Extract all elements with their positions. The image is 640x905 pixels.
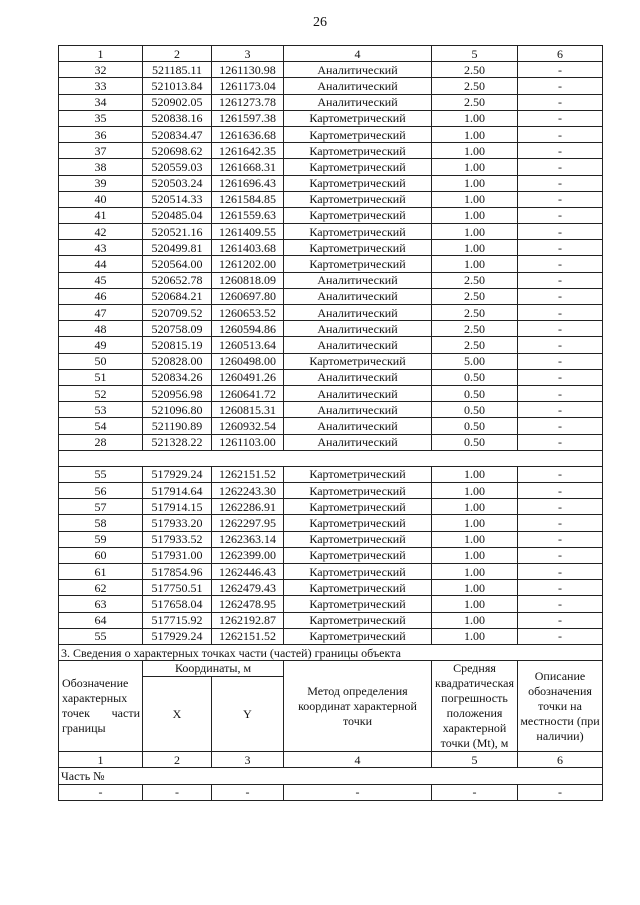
table-cell: Картометрический [284, 531, 432, 547]
table-cell: 1262151.52 [212, 466, 284, 482]
table-cell: 520514.33 [143, 191, 212, 207]
section-3-title: 3. Сведения о характерных точках части (частей) границы объекта [59, 644, 603, 660]
table-row [59, 288, 603, 304]
table-row [59, 321, 603, 337]
table-cell: Аналитический [284, 62, 432, 78]
table-cell: 1.00 [432, 580, 518, 596]
table-cell: Аналитический [284, 337, 432, 353]
table-cell: 1260491.26 [212, 369, 284, 385]
table-cell: Картометрический [284, 159, 432, 175]
table-cell: Аналитический [284, 305, 432, 321]
table-cell: 517933.52 [143, 531, 212, 547]
table-cell: Картометрический [284, 596, 432, 612]
table-cell: - [518, 305, 603, 321]
table-cell: - [518, 126, 603, 142]
table-cell: 520652.78 [143, 272, 212, 288]
column-number: 2 [143, 752, 212, 768]
table-cell: 1.00 [432, 159, 518, 175]
table-cell: 0.50 [432, 385, 518, 401]
table-cell: 35 [59, 110, 143, 126]
table-row [59, 628, 603, 644]
table-cell: Аналитический [284, 321, 432, 337]
table-row [59, 337, 603, 353]
table-cell: Картометрический [284, 175, 432, 191]
table-cell: 1262297.95 [212, 515, 284, 531]
table-cell: 1.00 [432, 224, 518, 240]
table-cell: 1260932.54 [212, 418, 284, 434]
table-cell: 57 [59, 499, 143, 515]
table-cell: 520564.00 [143, 256, 212, 272]
table-cell: 517931.00 [143, 547, 212, 563]
table-cell: 1.00 [432, 547, 518, 563]
part-number-row [59, 768, 603, 784]
table-cell: 1261409.55 [212, 224, 284, 240]
table-cell: 1.00 [432, 483, 518, 499]
table-cell: Картометрический [284, 256, 432, 272]
table-cell: 2.50 [432, 62, 518, 78]
table-row [59, 418, 603, 434]
table-cell: 1260594.86 [212, 321, 284, 337]
table-cell: - [518, 434, 603, 450]
table-cell: 517914.15 [143, 499, 212, 515]
table-row [59, 191, 603, 207]
table-row [59, 305, 603, 321]
table-cell: - [518, 612, 603, 628]
table-row [59, 78, 603, 94]
table-cell: 0.50 [432, 369, 518, 385]
table-row [59, 402, 603, 418]
table-row [59, 483, 603, 499]
table-cell: Картометрический [284, 515, 432, 531]
table-cell: 63 [59, 596, 143, 612]
table-cell: 1260818.09 [212, 272, 284, 288]
header-method: Метод определения координат характерной точки [284, 661, 432, 752]
table-cell: Картометрический [284, 612, 432, 628]
table-cell: 34 [59, 94, 143, 110]
table-cell: Картометрический [284, 224, 432, 240]
table-cell: 46 [59, 288, 143, 304]
table-cell: 41 [59, 207, 143, 223]
table-cell: 1262243.30 [212, 483, 284, 499]
table-cell: 1262479.43 [212, 580, 284, 596]
table-cell: 0.50 [432, 402, 518, 418]
table-cell: 517750.51 [143, 580, 212, 596]
table-cell: - [143, 784, 212, 800]
table-cell: 1.00 [432, 628, 518, 644]
table-cell: 55 [59, 628, 143, 644]
column-number: 5 [432, 752, 518, 768]
table-cell: 521190.89 [143, 418, 212, 434]
table-cell: 45 [59, 272, 143, 288]
table-cell: 59 [59, 531, 143, 547]
table-cell: Картометрический [284, 191, 432, 207]
table-cell: 517658.04 [143, 596, 212, 612]
table-cell: - [518, 78, 603, 94]
table-cell: - [432, 784, 518, 800]
table-row [59, 612, 603, 628]
page-number: 26 [313, 15, 327, 30]
table-cell: 520758.09 [143, 321, 212, 337]
table-cell: Картометрический [284, 499, 432, 515]
table-cell: 2.50 [432, 272, 518, 288]
table-cell: 40 [59, 191, 143, 207]
table-cell: 1260498.00 [212, 353, 284, 369]
table-cell: - [518, 531, 603, 547]
table-row [59, 547, 603, 563]
table-cell: - [518, 321, 603, 337]
table-cell: 1.00 [432, 612, 518, 628]
table-cell: - [284, 784, 432, 800]
table-cell: 1.00 [432, 596, 518, 612]
table-cell: 1261173.04 [212, 78, 284, 94]
table-cell: 1261103.00 [212, 434, 284, 450]
table-cell: 1.00 [432, 143, 518, 159]
table-cell: 520902.05 [143, 94, 212, 110]
table-cell: 36 [59, 126, 143, 142]
table-cell: 2.50 [432, 305, 518, 321]
table-row [59, 499, 603, 515]
table-cell: - [518, 402, 603, 418]
table-cell: 1.00 [432, 256, 518, 272]
table-cell: Аналитический [284, 94, 432, 110]
table-cell: - [518, 369, 603, 385]
table-row [59, 564, 603, 580]
table-cell: Картометрический [284, 143, 432, 159]
column-number: 3 [212, 46, 284, 62]
column-number: 6 [518, 752, 603, 768]
table-row [59, 385, 603, 401]
column-number: 5 [432, 46, 518, 62]
table-cell: 1.00 [432, 499, 518, 515]
table-row [59, 272, 603, 288]
table-cell: - [59, 784, 143, 800]
table-cell: 520559.03 [143, 159, 212, 175]
column-number-row [59, 46, 603, 62]
table-cell: 0.50 [432, 418, 518, 434]
table-cell: 520521.16 [143, 224, 212, 240]
table-cell: Картометрический [284, 126, 432, 142]
table-cell: Аналитический [284, 434, 432, 450]
table-cell: 44 [59, 256, 143, 272]
table-cell: 42 [59, 224, 143, 240]
part-number-label: Часть № [59, 768, 603, 784]
table-cell: 1.00 [432, 466, 518, 482]
table-cell: 520499.81 [143, 240, 212, 256]
table-cell: 5.00 [432, 353, 518, 369]
table-cell: 1.00 [432, 564, 518, 580]
table-cell: 517914.64 [143, 483, 212, 499]
table-cell: 1261559.63 [212, 207, 284, 223]
table-cell: 520503.24 [143, 175, 212, 191]
table-cell: - [518, 94, 603, 110]
empty-cell [59, 450, 603, 466]
table-cell: 521013.84 [143, 78, 212, 94]
table-cell: - [518, 564, 603, 580]
table-row [59, 353, 603, 369]
table-cell: 1261273.78 [212, 94, 284, 110]
table-cell: - [518, 515, 603, 531]
table-cell: 2.50 [432, 321, 518, 337]
table-cell: - [518, 596, 603, 612]
table-cell: 520956.98 [143, 385, 212, 401]
table-row [59, 434, 603, 450]
table-cell: 51 [59, 369, 143, 385]
table-cell: 517715.92 [143, 612, 212, 628]
table-cell: 1261584.85 [212, 191, 284, 207]
table-row [59, 62, 603, 78]
column-number: 3 [212, 752, 284, 768]
table-cell: 39 [59, 175, 143, 191]
table-cell: 1.00 [432, 110, 518, 126]
table-cell: 48 [59, 321, 143, 337]
table-cell: - [518, 628, 603, 644]
table-cell: - [518, 580, 603, 596]
table-cell: 28 [59, 434, 143, 450]
table-row [59, 596, 603, 612]
column-number: 1 [59, 752, 143, 768]
table-cell: 1261668.31 [212, 159, 284, 175]
table-cell: 1.00 [432, 126, 518, 142]
table-cell: 54 [59, 418, 143, 434]
table-cell: - [518, 256, 603, 272]
table-cell: 55 [59, 466, 143, 482]
table-cell: 517933.20 [143, 515, 212, 531]
table-cell: Аналитический [284, 402, 432, 418]
table-cell: 1261130.98 [212, 62, 284, 78]
table-cell: 38 [59, 159, 143, 175]
table-cell: Картометрический [284, 466, 432, 482]
table-cell: 1.00 [432, 531, 518, 547]
table-cell: Картометрический [284, 628, 432, 644]
table-cell: 1.00 [432, 515, 518, 531]
table-cell: 1.00 [432, 240, 518, 256]
table-cell: - [518, 62, 603, 78]
table-row [59, 256, 603, 272]
table-row [59, 175, 603, 191]
table-cell: 520828.00 [143, 353, 212, 369]
table-cell: 520684.21 [143, 288, 212, 304]
table-cell: 1261597.38 [212, 110, 284, 126]
table-cell: 61 [59, 564, 143, 580]
table-cell: 2.50 [432, 337, 518, 353]
table-cell: 47 [59, 305, 143, 321]
table-cell: - [518, 272, 603, 288]
table-cell: - [518, 191, 603, 207]
table-row [59, 207, 603, 223]
section-3-title-row [59, 644, 603, 660]
table-cell: 2.50 [432, 78, 518, 94]
table-cell: - [518, 224, 603, 240]
table-cell: 1262478.95 [212, 596, 284, 612]
table-cell: 53 [59, 402, 143, 418]
table-cell: - [518, 240, 603, 256]
table-cell: 64 [59, 612, 143, 628]
table-cell: 1262286.91 [212, 499, 284, 515]
table-cell: 1260697.80 [212, 288, 284, 304]
table-cell: 2.50 [432, 94, 518, 110]
table-cell: - [518, 110, 603, 126]
table-cell: 0.50 [432, 434, 518, 450]
table-cell: 1261642.35 [212, 143, 284, 159]
table-cell: 52 [59, 385, 143, 401]
section-3-empty-row [59, 784, 603, 800]
column-number: 6 [518, 46, 603, 62]
header-coordinates: Координаты, м [143, 661, 284, 677]
table-cell: - [518, 483, 603, 499]
table-row [59, 531, 603, 547]
table-cell: 517854.96 [143, 564, 212, 580]
table-cell: 1262399.00 [212, 547, 284, 563]
header-x: X [143, 677, 212, 752]
table-row [59, 240, 603, 256]
table-cell: 520834.26 [143, 369, 212, 385]
table-cell: 1261696.43 [212, 175, 284, 191]
table-cell: 1260653.52 [212, 305, 284, 321]
table-cell: - [518, 466, 603, 482]
table-cell: Картометрический [284, 207, 432, 223]
table-cell: 520815.19 [143, 337, 212, 353]
header-description: Описание обозначения точки на местности (при наличии) [518, 661, 603, 752]
table-cell: 1261202.00 [212, 256, 284, 272]
header-y: Y [212, 677, 284, 752]
table-cell: 33 [59, 78, 143, 94]
table-cell: Картометрический [284, 564, 432, 580]
table-cell: - [518, 418, 603, 434]
table-cell: 2.50 [432, 288, 518, 304]
table-cell: 32 [59, 62, 143, 78]
table-cell: 520709.52 [143, 305, 212, 321]
table-cell: 1262363.14 [212, 531, 284, 547]
table-cell: 1260513.64 [212, 337, 284, 353]
table-cell: - [518, 143, 603, 159]
table-cell: Аналитический [284, 288, 432, 304]
table-cell: Аналитический [284, 385, 432, 401]
column-number: 2 [143, 46, 212, 62]
column-number: 4 [284, 752, 432, 768]
table-cell: 1261636.68 [212, 126, 284, 142]
table-cell: 521185.11 [143, 62, 212, 78]
table-cell: - [518, 547, 603, 563]
table-cell: 521328.22 [143, 434, 212, 450]
table-row [59, 580, 603, 596]
table-cell: 520838.16 [143, 110, 212, 126]
table-cell: - [518, 159, 603, 175]
table-cell: 49 [59, 337, 143, 353]
table-cell: 521096.80 [143, 402, 212, 418]
table-cell: Картометрический [284, 353, 432, 369]
table-row [59, 224, 603, 240]
section-3-header-row-1 [59, 661, 603, 677]
table-cell: 1262151.52 [212, 628, 284, 644]
section-3-column-number-row [59, 752, 603, 768]
column-number: 1 [59, 46, 143, 62]
table-cell: Картометрический [284, 483, 432, 499]
table-cell: 62 [59, 580, 143, 596]
table-cell: Картометрический [284, 110, 432, 126]
table-cell: Картометрический [284, 240, 432, 256]
table-cell: Аналитический [284, 272, 432, 288]
table-cell: 1.00 [432, 175, 518, 191]
table-cell: 37 [59, 143, 143, 159]
table-cell: - [518, 288, 603, 304]
table-cell: - [518, 784, 603, 800]
table-cell: 1.00 [432, 207, 518, 223]
table-cell: - [518, 175, 603, 191]
table-cell: 1.00 [432, 191, 518, 207]
table-cell: 520834.47 [143, 126, 212, 142]
table-cell: Аналитический [284, 78, 432, 94]
table-cell: Аналитический [284, 418, 432, 434]
header-point-designation: Обозначение характерных точек части границы [59, 661, 143, 752]
table-cell: 1262446.43 [212, 564, 284, 580]
table-cell: Аналитический [284, 369, 432, 385]
table-row [59, 466, 603, 482]
table-row [59, 94, 603, 110]
table-row [59, 515, 603, 531]
column-number: 4 [284, 46, 432, 62]
table-cell: 520485.04 [143, 207, 212, 223]
table-cell: - [518, 207, 603, 223]
empty-separator-row [59, 450, 603, 466]
table-cell: 520698.62 [143, 143, 212, 159]
boundary-points-table [58, 45, 603, 801]
table-cell: 1262192.87 [212, 612, 284, 628]
table-cell: - [518, 385, 603, 401]
table-cell: - [212, 784, 284, 800]
table-cell: - [518, 337, 603, 353]
table-cell: 56 [59, 483, 143, 499]
table-row [59, 126, 603, 142]
table-cell: 1261403.68 [212, 240, 284, 256]
table-cell: 517929.24 [143, 466, 212, 482]
table-cell: 1260815.31 [212, 402, 284, 418]
table-row [59, 110, 603, 126]
table-cell: 50 [59, 353, 143, 369]
table-row [59, 143, 603, 159]
table-cell: Картометрический [284, 580, 432, 596]
table-row [59, 159, 603, 175]
table-cell: 58 [59, 515, 143, 531]
table-cell: - [518, 499, 603, 515]
header-accuracy: Средняя квадратическая погрешность положения характерной точки (Mt), м [432, 661, 518, 752]
table-cell: 60 [59, 547, 143, 563]
table-row [59, 369, 603, 385]
table-cell: - [518, 353, 603, 369]
table-cell: 1260641.72 [212, 385, 284, 401]
table-cell: Картометрический [284, 547, 432, 563]
table-cell: 43 [59, 240, 143, 256]
table-cell: 517929.24 [143, 628, 212, 644]
